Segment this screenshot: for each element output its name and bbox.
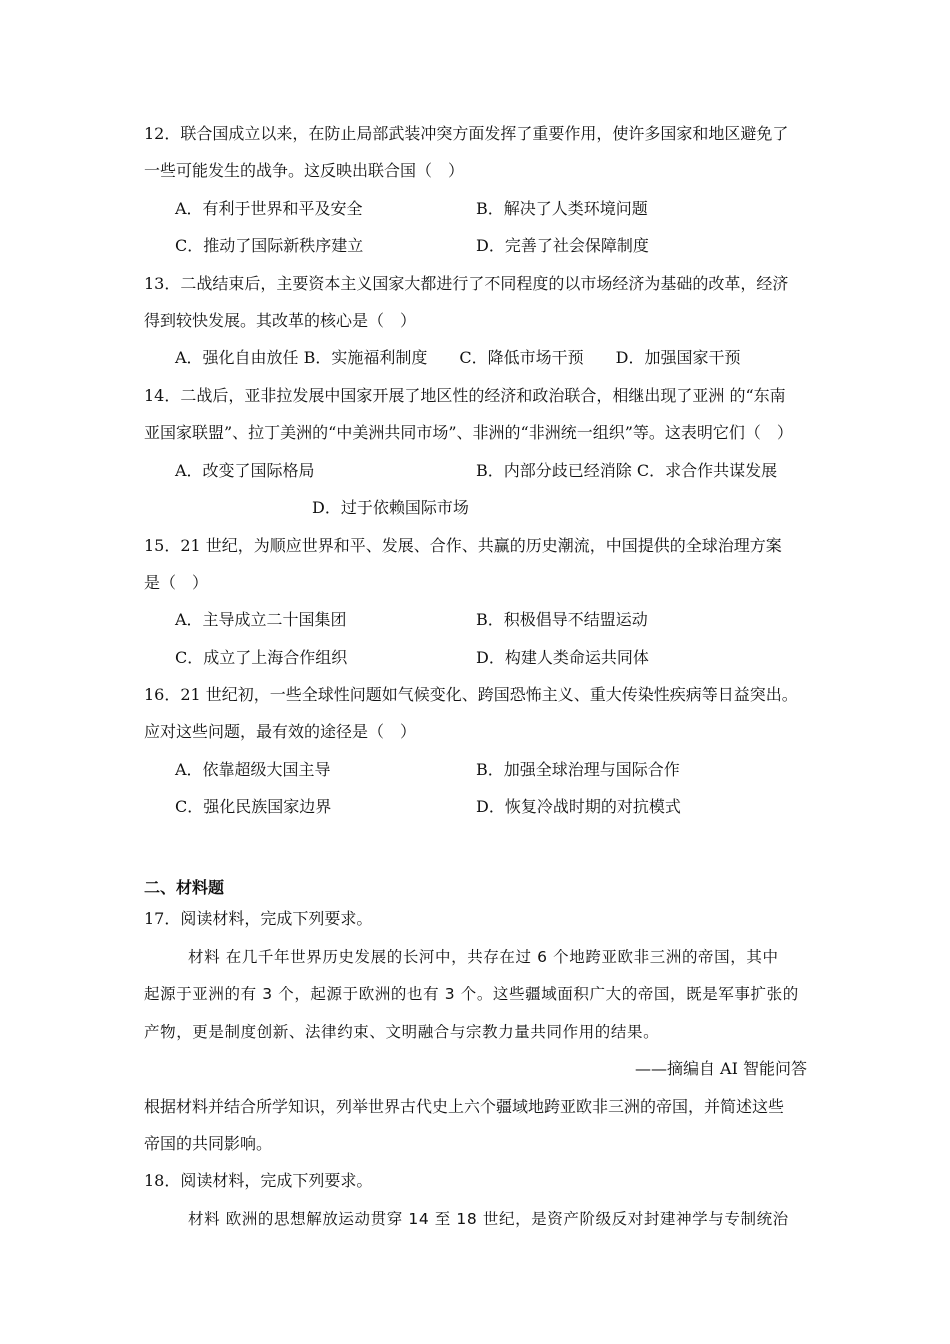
q17-material-line3: 产物，更是制度创新、法律约束、文明融合与宗教力量共同作用的结果。 [144,1023,660,1041]
q17-prompt: 17．阅读材料，完成下列要求。 [144,909,373,928]
q17-task-line2: 帝国的共同影响。 [144,1134,273,1153]
q13-options: A．强化自由放任 B．实施福利制度 C．降低市场干预 D．加强国家干预 [175,348,741,367]
q16-option-b: B．加强全球治理与国际合作 [476,760,680,779]
q18-material-line1: 材料 欧洲的思想解放运动贯穿 14 至 18 世纪，是资产阶级反对封建神学与专制统治 [188,1210,789,1228]
q15-option-d: D．构建人类命运共同体 [476,648,649,667]
q15-option-b: B．积极倡导不结盟运动 [476,610,648,629]
q14-stem-line1: 14．二战后，亚非拉发展中国家开展了地区性的经济和政治联合，相继出现了亚洲 的“东南 [144,386,786,405]
section-heading: 二、材料题 [144,878,225,897]
q13-stem-line2: 得到较快发展。其改革的核心是（ ） [144,311,417,330]
q12-option-b: B．解决了人类环境问题 [476,199,648,218]
q15-stem-line1: 15．21 世纪，为顺应世界和平、发展、合作、共赢的历史潮流，中国提供的全球治理方案 [144,536,782,555]
q18-prompt: 18．阅读材料，完成下列要求。 [144,1171,373,1190]
q16-stem-line1: 16．21 世纪初，一些全球性问题如气候变化、跨国恐怖主义、重大传染性疾病等日益突出。 [144,685,798,704]
q14-option-bc: B．内部分歧已经消除 C．求合作共谋发展 [476,461,778,480]
q15-stem-line2: 是（ ） [144,573,209,592]
q16-option-d: D．恢复冷战时期的对抗模式 [476,797,681,816]
q12-option-a: A．有利于世界和平及安全 [175,199,363,218]
q15-option-a: A．主导成立二十国集团 [175,610,347,629]
q16-option-c: C．强化民族国家边界 [175,797,332,816]
q17-material-line1: 材料 在几千年世界历史发展的长河中，共存在过 6 个地跨亚欧非三洲的帝国，其中 [188,948,779,966]
q17-material-line2: 起源于亚洲的有 3 个，起源于欧洲的也有 3 个。这些疆域面积广大的帝国，既是军事扩张的 [144,985,799,1003]
q16-option-a: A．依靠超级大国主导 [175,760,331,779]
q14-option-a: A．改变了国际格局 [175,461,315,480]
q14-option-d: D．过于依赖国际市场 [312,498,469,517]
q17-source: ——摘编自 AI 智能问答 [634,1059,807,1078]
q12-option-c: C．推动了国际新秩序建立 [175,236,364,255]
q12-stem-line2: 一些可能发生的战争。这反映出联合国（ ） [144,161,465,180]
q12-option-d: D．完善了社会保障制度 [476,236,649,255]
q14-stem-line2: 亚国家联盟”、拉丁美洲的“中美洲共同市场”、非洲的“非洲统一组织”等。这表明它们（ ） [144,423,793,442]
q15-option-c: C．成立了上海合作组织 [175,648,348,667]
q17-task-line1: 根据材料并结合所学知识，列举世界古代史上六个疆域地跨亚欧非三洲的帝国，并简述这些 [144,1097,785,1116]
q12-stem-line1: 12．联合国成立以来，在防止局部武装冲突方面发挥了重要作用，使许多国家和地区避免了 [144,124,789,143]
q16-stem-line2: 应对这些问题，最有效的途径是（ ） [144,722,417,741]
q13-stem-line1: 13．二战结束后，主要资本主义国家大都进行了不同程度的以市场经济为基础的改革，经济 [144,274,789,293]
